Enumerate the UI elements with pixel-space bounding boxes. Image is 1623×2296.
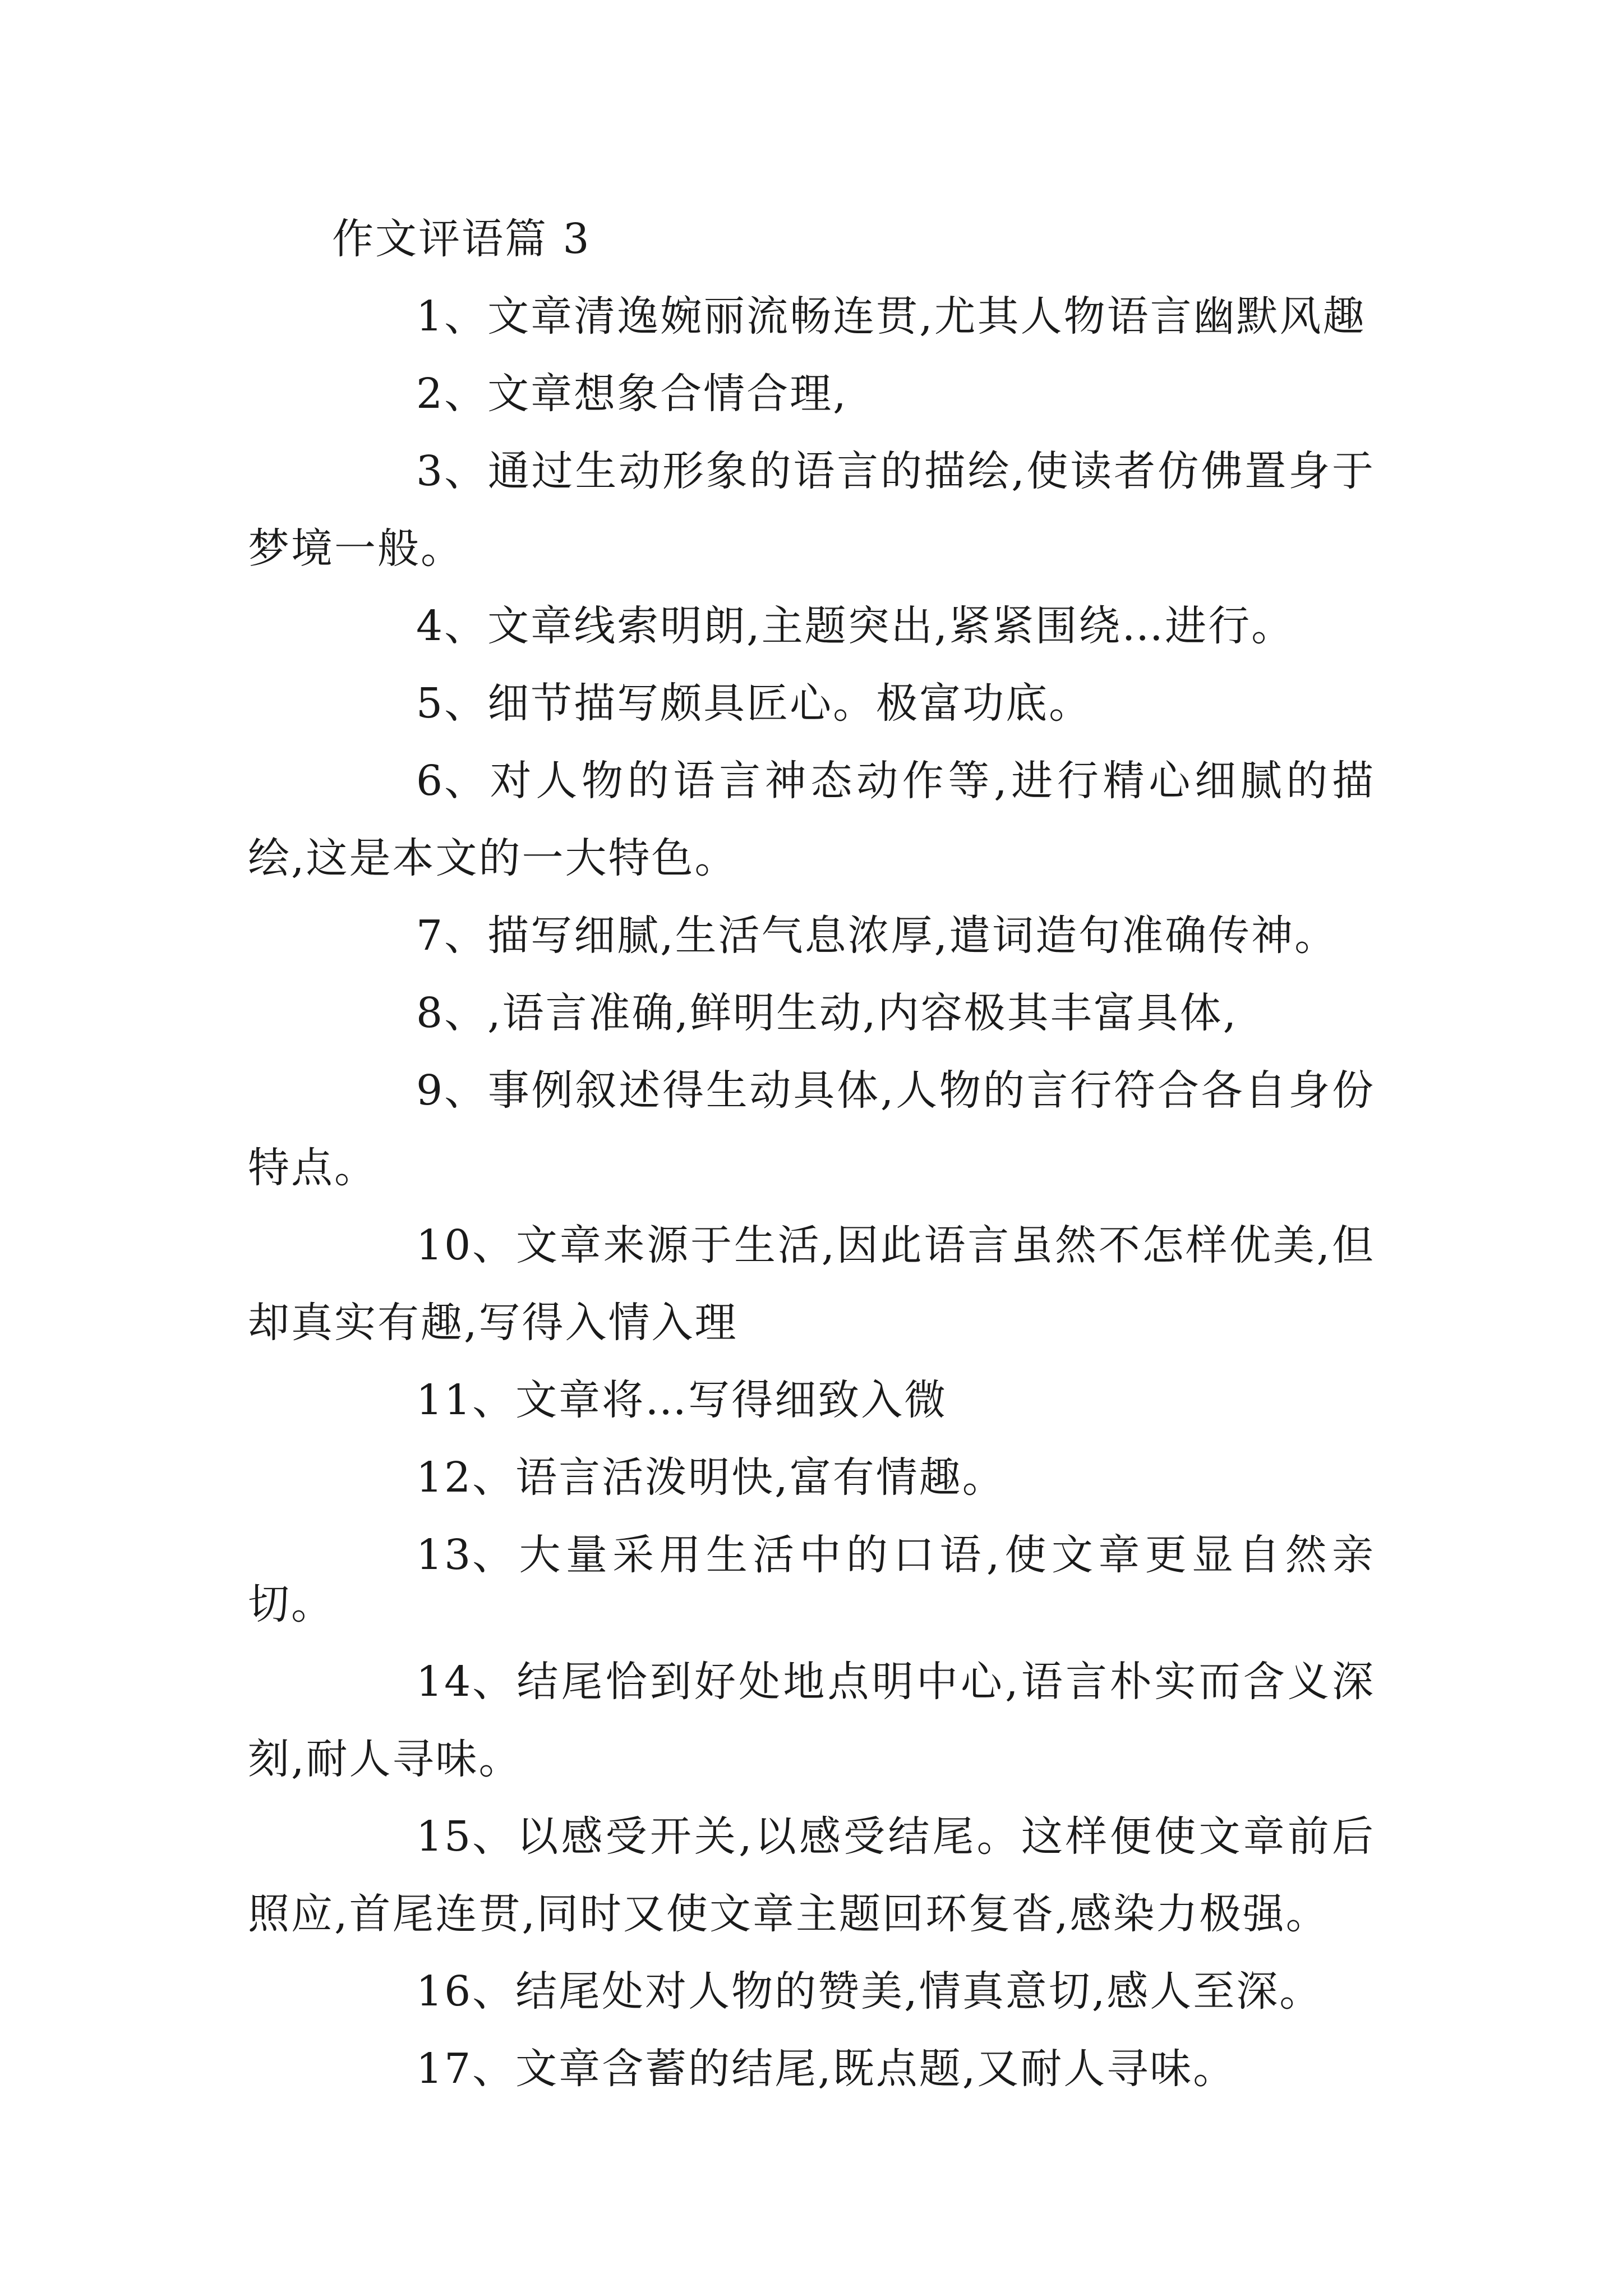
- item-number: 1、: [416, 292, 488, 341]
- item-text: 通过生动形象的语言的描绘,使读者仿佛置身于梦境一般。: [248, 447, 1375, 573]
- item-text: 对人物的语言神态动作等,进行精心细腻的描绘,这是本文的一大特色。: [248, 757, 1375, 882]
- item-number: 6、: [416, 757, 488, 805]
- list-item: [248, 432, 1375, 587]
- item-number: 12、: [416, 1453, 516, 1502]
- list-item: [248, 1530, 1375, 1629]
- item-text: 事例叙述得生动具体,人物的言行符合各自身份特点。: [248, 1066, 1375, 1192]
- item-number: 16、: [416, 1967, 516, 2016]
- list-item: [248, 292, 1375, 341]
- list-item: [248, 1052, 1375, 1207]
- list-item: [248, 369, 1375, 418]
- list-item: [248, 601, 1375, 651]
- item-text: 大量采用生活中的口语,使文章更显自然亲切。: [248, 1531, 1375, 1628]
- document-heading: 作文评语篇 3: [332, 215, 591, 263]
- item-text: 语言活泼明快,富有情趣。: [515, 1453, 1006, 1502]
- item-number: 11、: [416, 1376, 516, 1424]
- item-number: 8、: [416, 989, 488, 1037]
- item-number: 3、: [416, 447, 488, 495]
- item-text: 文章含蓄的结尾,既点题,又耐人寻味。: [515, 2045, 1237, 2093]
- item-text: 结尾处对人物的赞美,情真意切,感人至深。: [515, 1967, 1323, 2016]
- item-text: ,语言准确,鲜明生动,内容极其丰富具体,: [487, 989, 1238, 1037]
- list-item: [248, 1643, 1375, 1798]
- item-text: 文章线索明朗,主题突出,紧紧围绕…进行。: [487, 602, 1295, 650]
- list-item: [248, 742, 1375, 897]
- item-number: 17、: [416, 2045, 516, 2093]
- item-text: 文章想象合情合理,: [487, 370, 848, 418]
- item-number: 7、: [416, 912, 488, 960]
- item-text: 细节描写颇具匠心。极富功底。: [487, 679, 1092, 728]
- item-number: 15、: [416, 1812, 516, 1861]
- list-item: [248, 1967, 1375, 2016]
- list-item: [248, 1453, 1375, 1502]
- document-body: [248, 214, 1375, 2122]
- item-text: 文章清逸婉丽流畅连贯,尤其人物语言幽默风趣: [487, 292, 1366, 341]
- list-item: [248, 2044, 1375, 2093]
- item-text: 描写细腻,生活气息浓厚,遣词造句准确传神。: [487, 912, 1338, 960]
- list-item: [248, 988, 1375, 1038]
- list-item: [248, 1798, 1375, 1953]
- item-number: 10、: [416, 1221, 516, 1269]
- item-text: 文章来源于生活,因此语言虽然不怎样优美,但却真实有趣,写得入情入理: [248, 1221, 1375, 1347]
- list-item: [248, 679, 1375, 728]
- item-number: 13、: [416, 1531, 516, 1579]
- item-number: 5、: [416, 679, 488, 728]
- item-number: 4、: [416, 602, 488, 650]
- item-number: 9、: [416, 1066, 488, 1115]
- item-number: 2、: [416, 370, 488, 418]
- item-text: 文章将…写得细致入微: [515, 1376, 948, 1424]
- item-text: 以感受开关,以感受结尾。这样便使文章前后照应,首尾连贯,同时又使文章主题回环复沓,感染力极强。: [248, 1812, 1375, 1938]
- list-item: [248, 911, 1375, 960]
- list-item: [248, 1375, 1375, 1425]
- item-number: 14、: [416, 1658, 516, 1706]
- item-text: 结尾恰到好处地点明中心,语言朴实而含义深刻,耐人寻味。: [248, 1658, 1375, 1783]
- list-item: [248, 1207, 1375, 1361]
